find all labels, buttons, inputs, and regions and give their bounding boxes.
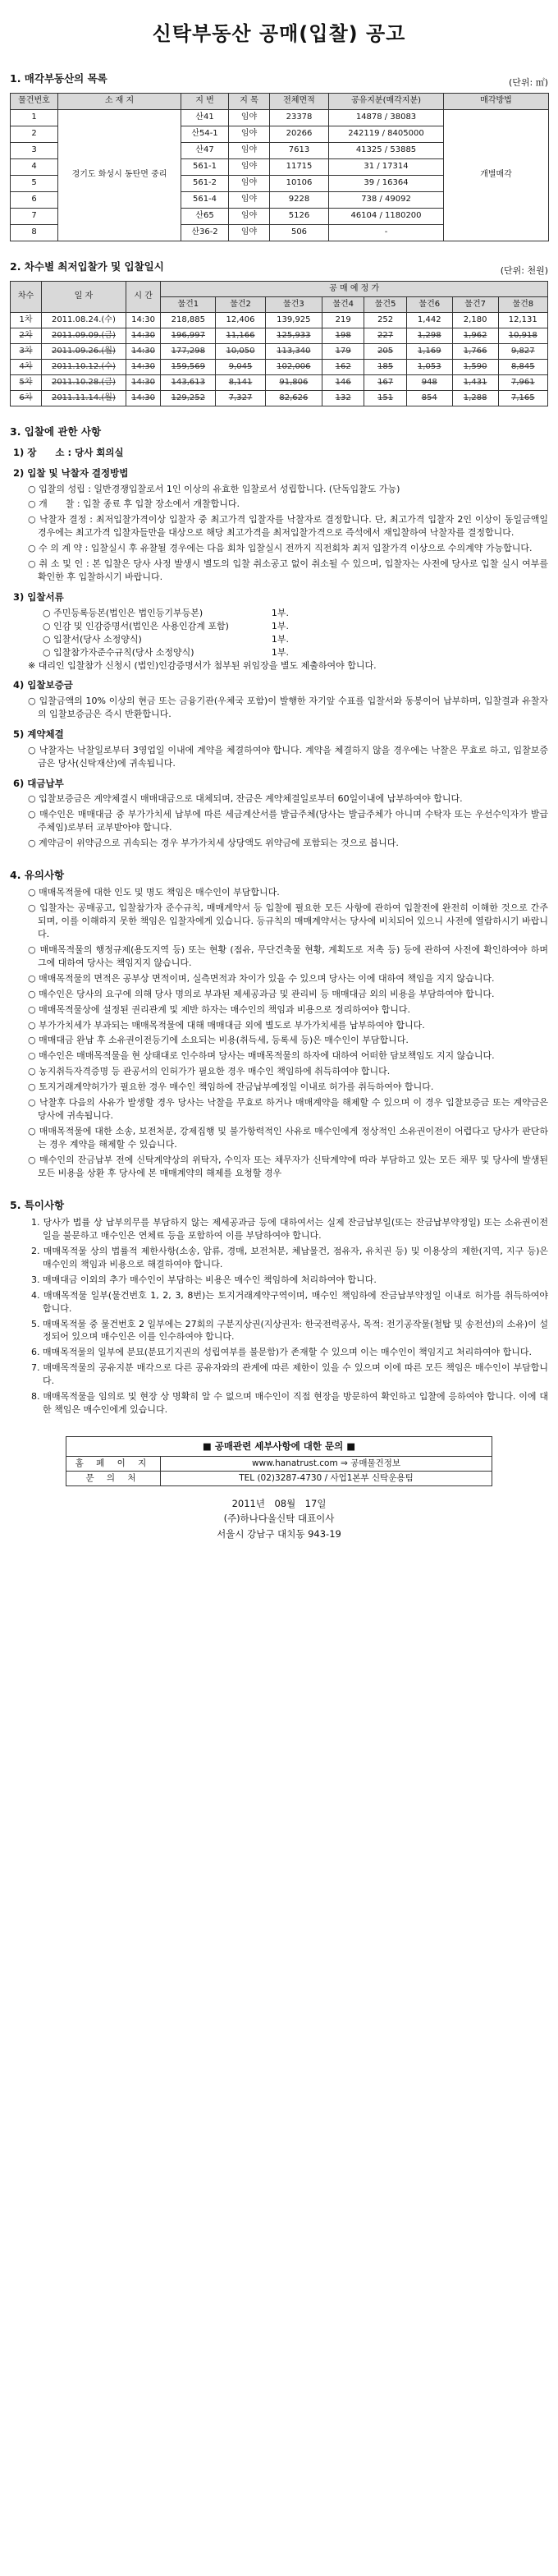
- cell-item-no: 3: [11, 142, 58, 158]
- section-bidding-info: [10, 425, 548, 850]
- cell-price: 205: [364, 344, 406, 360]
- contract-list: [10, 744, 548, 770]
- list-item: ○ 매매목적물에 대한 인도 및 명도 책임은 매수인이 부담합니다.: [28, 887, 280, 898]
- cell-category: 임야: [229, 126, 270, 142]
- cell-price: 9,045: [216, 360, 265, 375]
- cell-time: 14:30: [126, 344, 160, 360]
- list-item: ○ 매수인은 매매목적물을 현 상태대로 인수하며 당사는 매매목적물의 하자에 대하여 어떠한 담보책임도 지지 않습니다.: [28, 1050, 495, 1062]
- list-item: ○ 개 찰 : 입찰 종료 후 입찰 장소에서 개찰합니다.: [28, 498, 240, 510]
- cell-price: 162: [322, 360, 364, 375]
- cell-round: 4차: [11, 360, 42, 375]
- price-item-header: 물건4: [322, 297, 364, 313]
- cell-price: 113,340: [265, 344, 322, 360]
- section4-heading: 4. 유의사항: [10, 868, 65, 881]
- list-item: ○ 농지취득자격증명 등 관공서의 인허가가 필요한 경우 매수인 책임하에 취득하여야 합니다.: [28, 1066, 391, 1077]
- list-item: ○ 입찰보증금은 계약체결시 매매대금으로 대체되며, 잔금은 계약체결일로부터 60일이내에 납부하여야 합니다.: [28, 793, 463, 805]
- doc-name: ○ 인감 및 인감증명서(법인은 사용인감계 포함): [43, 620, 229, 631]
- cell-item-no: 4: [11, 158, 58, 175]
- list-item: ○ 매매목적물의 면적은 공부상 면적이며, 실측면적과 차이가 있을 수 있으며 당사는 이에 대하여 책임을 지지 않습니다.: [28, 972, 495, 984]
- cell-item-no: 8: [11, 224, 58, 241]
- footer-company: (주)하나다올신탁 대표이사: [223, 1513, 335, 1525]
- cell-share: 39 / 16364: [329, 175, 444, 191]
- inquiry-label: 문 의 처: [66, 1471, 161, 1485]
- list-item: 8. 매매목적물을 임의로 및 현장 상 명확히 알 수 없으며 매수인이 직접 현장을 방문하여 확인하고 입찰에 응하여야 합니다. 이에 대한 책임은 매수인에게 있습니다.: [31, 1391, 548, 1416]
- col-price: 공 매 예 정 가: [161, 282, 548, 297]
- cell-price: 7,961: [498, 375, 547, 391]
- cell-lot: 561-1: [181, 158, 229, 175]
- cell-price: 146: [322, 375, 364, 391]
- list-item: 1. 당사가 법률 상 납부의무를 부담하지 않는 제세공과금 등에 대하여서는 실제 잔금납부일(또는 잔금납부약정일) 또는 소유권이전일을 불문하고 매수인은 연체료 등을 포함하여 이를 부담하여야 합니다.: [31, 1216, 548, 1241]
- cell-item-no: 1: [11, 109, 58, 126]
- bid-docs-note: ※ 대리인 입찰참가 신청시 (법인)인감증명서가 첨부된 위임장을 별도 제출하여야 합니다.: [28, 659, 377, 671]
- bid-deposit-title: 4) 입찰보증금: [13, 679, 73, 691]
- cell-price: 129,252: [161, 391, 216, 406]
- cell-round: 6차: [11, 391, 42, 406]
- footer: [10, 1496, 548, 1541]
- cell-price: 10,918: [498, 328, 547, 344]
- doc-qty: 1부.: [271, 646, 289, 658]
- list-item: ○ 낙찰자는 낙찰일로부터 3영업일 이내에 계약을 체결하여야 합니다. 계약을 체결하지 않을 경우에는 낙찰은 무효로 하고, 입찰보증금은 당사(신탁재산)에 귀속됩니다.: [28, 744, 548, 769]
- cell-category: 임야: [229, 191, 270, 208]
- bid-schedule-table: [10, 281, 548, 406]
- cell-category: 임야: [229, 109, 270, 126]
- cell-price: 218,885: [161, 313, 216, 328]
- doc-name: ○ 입찰서(당사 소정양식): [43, 633, 142, 645]
- cell-round: 1차: [11, 313, 42, 328]
- inquiry-value: TEL (02)3287-4730 / 사업1본부 신탁운용팀: [161, 1471, 492, 1485]
- cell-price: 167: [364, 375, 406, 391]
- cell-date: 2011.11.14.(월): [42, 391, 126, 406]
- cell-price: 252: [364, 313, 406, 328]
- cell-price: 139,925: [265, 313, 322, 328]
- doc-qty: 1부.: [271, 633, 289, 645]
- cell-time: 14:30: [126, 391, 160, 406]
- payment-title: 6) 대금납부: [13, 777, 64, 789]
- cell-price: 948: [406, 375, 452, 391]
- section2-heading: 2. 차수별 최저입찰가 및 입찰일시: [10, 259, 164, 273]
- section-special: [10, 1198, 548, 1417]
- cell-price: 1,298: [406, 328, 452, 344]
- list-item: ○ 매매목적물에 대한 소송, 보전처분, 강제집행 및 불가항력적인 사유로 매수인에게 정상적인 소유권이전이 어렵다고 당사가 판단하는 경우 계약을 해제할 수 있습니다.: [28, 1126, 548, 1150]
- doc-row: [43, 607, 289, 620]
- property-col-header: 지 목: [229, 93, 270, 109]
- cell-share: 41325 / 53885: [329, 142, 444, 158]
- list-item: ○ 수 의 계 약 : 입찰실시 후 유찰될 경우에는 다음 회차 입찰실시 전까지 직전회차 최저 입찰가격 이상으로 수의계약 가능합니다.: [28, 543, 533, 554]
- property-col-header: 지 번: [181, 93, 229, 109]
- list-item: 2. 매매목적물 상의 법률적 제한사항(소송, 압류, 경매, 보전처분, 체납물건, 점유자, 유치권 등) 및 이용상의 제한(지역, 지구 등)은 매수인의 책임과 비용으로 해결하여야 합니다.: [31, 1245, 548, 1270]
- list-item: ○ 매매목적물의 행정규제(용도지역 등) 또는 현황 (점유, 무단건축물 현황, 계획도로 저촉 등) 등에 관하여 사전에 확인하여야 하며 그에 대하여 당사는 책임지지 않습니다.: [28, 944, 548, 968]
- cell-price: 91,806: [265, 375, 322, 391]
- list-item: 4. 매매목적물 일부(물건번호 1, 2, 3, 8번)는 토지거래계약구역이며, 매수인 책임하에 잔금납부약정일 이내로 허가를 취득하여야 합니다.: [31, 1289, 548, 1314]
- list-item: ○ 부가가치세가 부과되는 매매목적물에 대해 매매대금 외에 별도로 부가가치세를 납부하여야 합니다.: [28, 1019, 425, 1031]
- cell-lot: 561-2: [181, 175, 229, 191]
- cell-price: 143,613: [161, 375, 216, 391]
- cell-area: 9228: [270, 191, 329, 208]
- notes-list: [10, 886, 548, 1180]
- table-row: [11, 391, 548, 406]
- cell-date: 2011.08.24.(수): [42, 313, 126, 328]
- cell-item-no: 2: [11, 126, 58, 142]
- cell-price: 125,933: [265, 328, 322, 344]
- property-table-header: [11, 93, 549, 109]
- cell-category: 임야: [229, 208, 270, 224]
- cell-price: 132: [322, 391, 364, 406]
- contract-title: 5) 계약체결: [13, 728, 64, 740]
- cell-price: 151: [364, 391, 406, 406]
- table-row: [11, 344, 548, 360]
- cell-price: 8,141: [216, 375, 265, 391]
- cell-price: 1,590: [452, 360, 498, 375]
- payment-list: [10, 792, 548, 850]
- cell-round: 5차: [11, 375, 42, 391]
- page-title: 신탁부동산 공매(입찰) 공고: [152, 22, 406, 45]
- cell-category: 임야: [229, 158, 270, 175]
- cell-round: 3차: [11, 344, 42, 360]
- cell-price: 2,180: [452, 313, 498, 328]
- cell-share: -: [329, 224, 444, 241]
- cell-price: 1,169: [406, 344, 452, 360]
- section3-heading: 3. 입찰에 관한 사항: [10, 425, 102, 439]
- list-item: ○ 입찰자는 공매공고, 입찰참가자 준수규칙, 매매계약서 등 입찰에 필요한 모든 사항에 관하여 입찰전에 완전히 이해한 것으로 간주되며, 이를 이해하지 못한 책임은 입찰자에게 있습니다. 등규칙의 매매계약서는 당사에 비치되어 있으니 사전에 열람하시기 바랍니다.: [28, 902, 548, 939]
- cell-price: 1,053: [406, 360, 452, 375]
- property-col-header: 물건번호: [11, 93, 58, 109]
- price-item-header: 물건6: [406, 297, 452, 313]
- cell-price: 10,050: [216, 344, 265, 360]
- property-table-body: [11, 109, 549, 241]
- cell-lot: 산47: [181, 142, 229, 158]
- contact-header: ■ 공매관련 세부사항에 대한 문의 ■: [66, 1436, 492, 1456]
- doc-row: [43, 633, 289, 646]
- cell-price: 198: [322, 328, 364, 344]
- bid-docs-list: [10, 607, 548, 659]
- cell-item-no: 7: [11, 208, 58, 224]
- list-item: ○ 취 소 및 인 : 본 입찰은 당사 사정 발생시 별도의 입찰 취소공고 없이 취소될 수 있으며, 입찰자는 사전에 당사로 입찰 실시 여부를 확인한 후 입찰하시기 바랍니다.: [28, 558, 548, 583]
- cell-date: 2011.09.09.(금): [42, 328, 126, 344]
- cell-item-no: 5: [11, 175, 58, 191]
- property-col-header: 매각방법: [444, 93, 549, 109]
- list-item: ○ 입찰금액의 10% 이상의 현금 또는 금융기관(우체국 포함)이 발행한 자기앞 수표를 입찰서와 동봉이어 납부하며, 입찰결과 유찰자의 입찰보증금은 즉시 반환합니다.: [28, 696, 548, 720]
- cell-date: 2011.10.28.(금): [42, 375, 126, 391]
- bid-method-title: 2) 입찰 및 낙찰자 결정방법: [13, 466, 129, 479]
- cell-price: 12,406: [216, 313, 265, 328]
- list-item: ○ 매수인은 매매대금 중 부가가치세 납부에 따른 세금계산서를 발급주체(당사는 발급주체가 아니며 수탁자 또는 우선수익자가 발급주체임)로부터 교부받아야 합니다.: [28, 809, 548, 833]
- cell-lot: 산65: [181, 208, 229, 224]
- footer-date: 2011년 08월 17일: [231, 1497, 327, 1509]
- cell-lot: 561-4: [181, 191, 229, 208]
- cell-item-no: 6: [11, 191, 58, 208]
- section-bid-schedule: [10, 259, 548, 406]
- cell-time: 14:30: [126, 313, 160, 328]
- cell-area: 20266: [270, 126, 329, 142]
- cell-date: 2011.10.12.(수): [42, 360, 126, 375]
- cell-round: 2차: [11, 328, 42, 344]
- cell-price: 185: [364, 360, 406, 375]
- cell-method: 개별매각: [444, 109, 549, 241]
- cell-price: 102,006: [265, 360, 322, 375]
- cell-price: 12,131: [498, 313, 547, 328]
- cell-price: 1,766: [452, 344, 498, 360]
- price-item-header: 물건7: [452, 297, 498, 313]
- cell-price: 82,626: [265, 391, 322, 406]
- list-item: ○ 낙찰후 다음의 사유가 발생할 경우 당사는 낙찰을 무효로 하거나 매매계약을 해제할 수 있으며 이 경우 입찰보증금 또는 계약금은 당사에 귀속됩니다.: [28, 1097, 548, 1122]
- cell-share: 31 / 17314: [329, 158, 444, 175]
- bid-location: 1) 장 소 : 당사 회의실: [13, 447, 124, 459]
- doc-qty: 1부.: [271, 607, 289, 618]
- cell-price: 227: [364, 328, 406, 344]
- table-row: [11, 328, 548, 344]
- cell-lot: 산41: [181, 109, 229, 126]
- list-item: 5. 매매목적물 중 물건번호 2 일부에는 27회의 구분지상권(지상권자: 한국전력공사, 목적: 전기공작물(철탑 및 송전선)의 소유)이 설정되어 있으며 매수인은 이를 인수하여야 합니다.: [31, 1318, 548, 1343]
- cell-time: 14:30: [126, 360, 160, 375]
- property-col-header: 전체면적: [270, 93, 329, 109]
- cell-share: 738 / 49092: [329, 191, 444, 208]
- price-item-header: 물건8: [498, 297, 547, 313]
- cell-price: 11,166: [216, 328, 265, 344]
- cell-location: 경기도 화성시 동탄면 중리: [58, 109, 181, 241]
- table-row: [11, 360, 548, 375]
- bid-schedule-body: [11, 313, 548, 406]
- cell-time: 14:30: [126, 328, 160, 344]
- price-item-header: 물건5: [364, 297, 406, 313]
- cell-area: 7613: [270, 142, 329, 158]
- cell-time: 14:30: [126, 375, 160, 391]
- list-item: 3. 매매대금 이외의 추가 매수인이 부담하는 비용은 매수인 책임하에 처리하여야 합니다.: [31, 1274, 377, 1285]
- cell-area: 506: [270, 224, 329, 241]
- section-notes: [10, 868, 548, 1180]
- list-item: ○ 매매목적물상에 설정된 권리관계 및 제반 하자는 매수인의 책임과 비용으로 정리하여야 합니다.: [28, 1003, 410, 1015]
- doc-row: [43, 620, 289, 633]
- cell-area: 11715: [270, 158, 329, 175]
- special-list: [10, 1216, 548, 1417]
- list-item: ○ 매수인은 당사의 요구에 의해 당사 명의로 부과된 제세공과금 및 관리비 등 매매대금 외의 비용을 부담하여야 합니다.: [28, 988, 495, 999]
- list-item: 7. 매매목적물의 공유지분 매각으로 다른 공유자와의 관계에 따른 제한이 있을 수 있으며 이에 따른 모든 책임은 매수인이 부담합니다.: [31, 1362, 548, 1387]
- list-item: ○ 매수인의 잔금납부 전에 신탁계약상의 위탁자, 수익자 또는 채무자가 신탁계약에 따라 부담하고 있는 모든 채무 및 당사에 발생된 모든 비용을 상환 후 당사에 본 매매계약의 해제를 요청할 경우: [28, 1154, 548, 1178]
- cell-date: 2011.09.26.(월): [42, 344, 126, 360]
- cell-share: 14878 / 38083: [329, 109, 444, 126]
- doc-name: ○ 입찰참가자준수규칙(당사 소정양식): [43, 646, 194, 658]
- list-item: ○ 계약금이 위약금으로 귀속되는 경우 부가가치세 상당액도 위약금에 포함되는 것으로 봅니다.: [28, 838, 399, 849]
- cell-price: 1,288: [452, 391, 498, 406]
- property-col-header: 소 재 지: [58, 93, 181, 109]
- cell-price: 159,569: [161, 360, 216, 375]
- cell-price: 1,442: [406, 313, 452, 328]
- contact-box: [66, 1436, 492, 1486]
- col-time: 시 간: [126, 282, 160, 313]
- section2-unit: (단위: 천원): [500, 265, 548, 277]
- section1-heading: 1. 매각부동산의 목록: [10, 71, 107, 85]
- property-col-header: 공유지분(매각지분): [329, 93, 444, 109]
- bid-docs-title: 3) 입찰서류: [13, 591, 64, 604]
- table-row: [11, 109, 549, 126]
- cell-price: 1,962: [452, 328, 498, 344]
- cell-price: 9,827: [498, 344, 547, 360]
- section1-unit: (단위: ㎡): [508, 76, 548, 88]
- contact-table: [66, 1456, 492, 1486]
- cell-price: 179: [322, 344, 364, 360]
- price-item-header: 물건2: [216, 297, 265, 313]
- doc-qty: 1부.: [271, 620, 289, 631]
- table-row: [11, 313, 548, 328]
- cell-price: 219: [322, 313, 364, 328]
- cell-category: 임야: [229, 142, 270, 158]
- cell-price: 7,327: [216, 391, 265, 406]
- price-item-header: 물건1: [161, 297, 216, 313]
- cell-category: 임야: [229, 175, 270, 191]
- property-table: [10, 93, 549, 241]
- list-item: ○ 낙찰자 결정 : 최저입찰가격이상 입찰자 중 최고가격 입찰자를 낙찰자로 결정합니다. 단, 최고가격 입찰자 2인 이상이 동일금액일 경우에는 최고가격 입찰자들만을 대상으로 해당 최고가격을 최저입찰가격으로 즉석에서 재입찰하여 낙찰자를 결정합니다.: [28, 514, 548, 539]
- cell-area: 10106: [270, 175, 329, 191]
- doc-row: [43, 646, 289, 659]
- cell-price: 7,165: [498, 391, 547, 406]
- cell-price: 1,431: [452, 375, 498, 391]
- homepage-label: 홈 페 이 지: [66, 1456, 161, 1471]
- section-property-list: [10, 71, 548, 241]
- cell-price: 196,997: [161, 328, 216, 344]
- homepage-link[interactable]: www.hanatrust.com ⇒ 공매물건정보: [161, 1456, 492, 1471]
- cell-area: 23378: [270, 109, 329, 126]
- cell-area: 5126: [270, 208, 329, 224]
- cell-lot: 산54-1: [181, 126, 229, 142]
- cell-category: 임야: [229, 224, 270, 241]
- cell-lot: 산36-2: [181, 224, 229, 241]
- doc-name: ○ 주민등록등본(법인은 법인등기부등본): [43, 607, 204, 618]
- col-date: 일 자: [42, 282, 126, 313]
- col-round: 차수: [11, 282, 42, 313]
- cell-price: 8,845: [498, 360, 547, 375]
- list-item: ○ 매매대금 완납 후 소유권이전등기에 소요되는 비용(취득세, 등록세 등)은 매수인이 부담합니다.: [28, 1035, 409, 1046]
- bid-deposit-list: [10, 695, 548, 721]
- section5-heading: 5. 특이사항: [10, 1198, 65, 1211]
- price-item-header: 물건3: [265, 297, 322, 313]
- cell-price: 854: [406, 391, 452, 406]
- cell-price: 177,298: [161, 344, 216, 360]
- bid-method-list: [10, 483, 548, 585]
- footer-address: 서울시 강남구 대치동 943-19: [217, 1527, 341, 1540]
- cell-share: 242119 / 8405000: [329, 126, 444, 142]
- table-row: [11, 375, 548, 391]
- list-item: ○ 토지거래계약허가가 필요한 경우 매수인 책임하에 잔금납부예정일 이내로 허가를 취득하여야 합니다.: [28, 1081, 434, 1093]
- cell-share: 46104 / 1180200: [329, 208, 444, 224]
- list-item: ○ 입찰의 성립 : 일반경쟁입찰로서 1인 이상의 유효한 입찰로서 성립합니다. (단독입찰도 가능): [28, 483, 400, 494]
- list-item: 6. 매매목적물의 일부에 분묘(분묘기지권의 성립여부를 불문함)가 존재할 수 있으며 이는 매수인이 책임지고 처리하여야 합니다.: [31, 1347, 532, 1358]
